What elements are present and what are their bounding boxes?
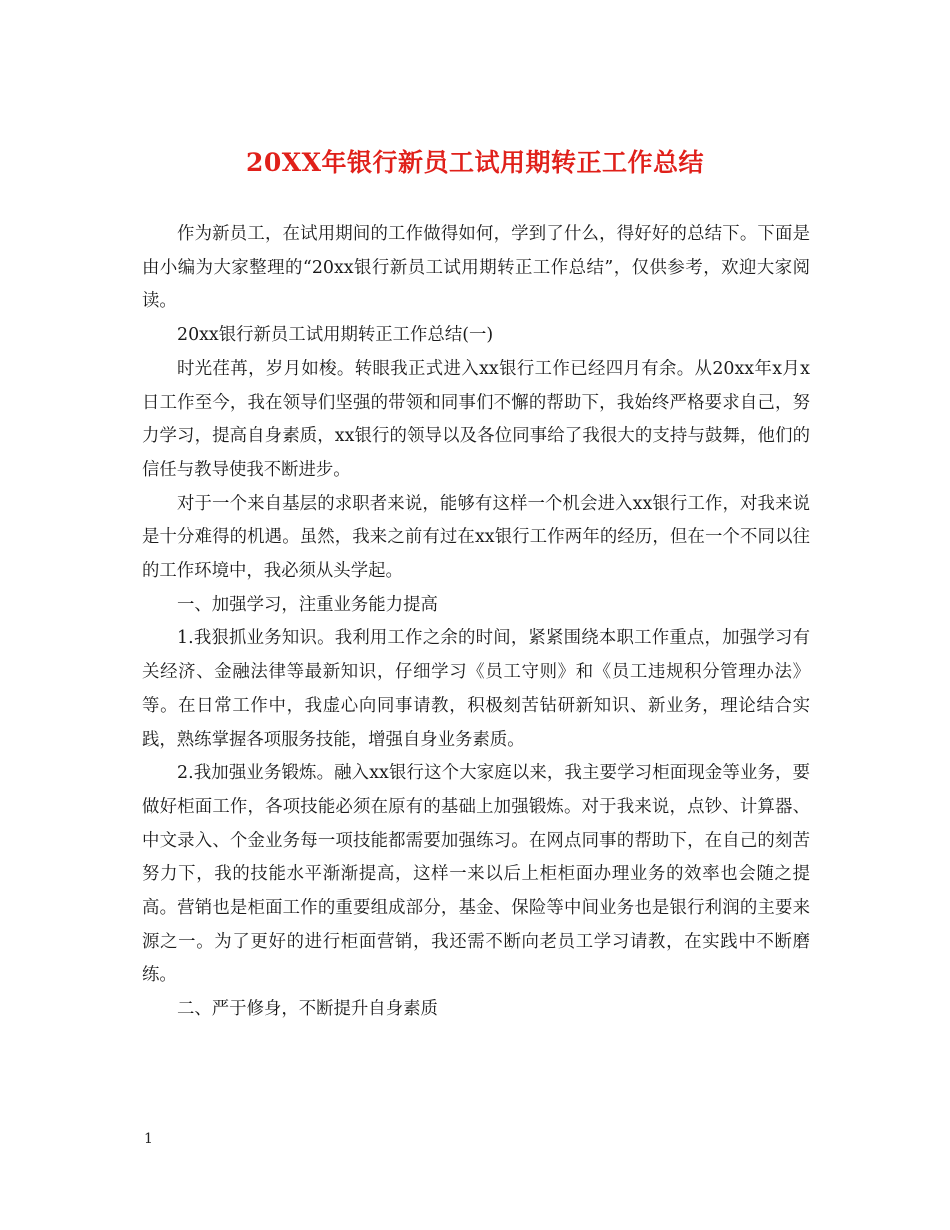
body-paragraph: 对于一个来自基层的求职者来说，能够有这样一个机会进入xx银行工作，对我来说是十分难得的机遇。虽然，我来之前有过在xx银行工作两年的经历，但在一个不同以往的工作环境中，我必须从头学起。 [142,493,810,582]
section-heading: 一、加强学习，注重业务能力提高 [177,594,438,615]
document-title: 20XX年银行新员工试用期转正工作总结 [245,148,705,177]
body-paragraph: 1.我狠抓业务知识。我利用工作之余的时间，紧紧围绕本职工作重点，加强学习有关经济、金融法律等最新知识，仔细学习《员工守则》和《员工违规积分管理办法》等。在日常工作中，我虚心向同事请教，积极刻苦钻研新知识、新业务，理论结合实践，熟练掌握各项服务技能，增强自身业务素质。 [142,628,810,750]
body-paragraph: 时光荏苒，岁月如梭。转眼我正式进入xx银行工作已经四月有余。从20xx年x月x日工作至今，我在领导们坚强的带领和同事们不懈的帮助下，我始终严格要求自己，努力学习，提高自身素质，xx银行的领导以及各位同事给了我很大的支持与鼓舞，他们的信任与教导使我不断进步。 [142,358,810,480]
document-body [142,218,810,1027]
section-subtitle: 20xx银行新员工试用期转正工作总结(一) [177,325,494,346]
page-number: 1 [144,1131,153,1147]
intro-paragraph: 作为新员工，在试用期间的工作做得如何，学到了什么，得好好的总结下。下面是由小编为大家整理的“20xx银行新员工试用期转正工作总结”，仅供参考，欢迎大家阅读。 [142,224,810,312]
body-paragraph: 2.我加强业务锻炼。融入xx银行这个大家庭以来，我主要学习柜面现金等业务，要做好柜面工作，各项技能必须在原有的基础上加强锻炼。对于我来说，点钞、计算器、中文录入、个金业务每一项技能都需要加强练习。在网点同事的帮助下，在自己的刻苦努力下，我的技能水平渐渐提高，这样一来以后上柜柜面办理业务的效率也会随之提高。营销也是柜面工作的重要组成部分，基金、保险等中间业务也是银行利润的主要来源之一。为了更好的进行柜面营销，我还需不断向老员工学习请教，在实践中不断磨练。 [142,763,810,986]
section-heading: 二、严于修身，不断提升自身素质 [177,999,438,1020]
